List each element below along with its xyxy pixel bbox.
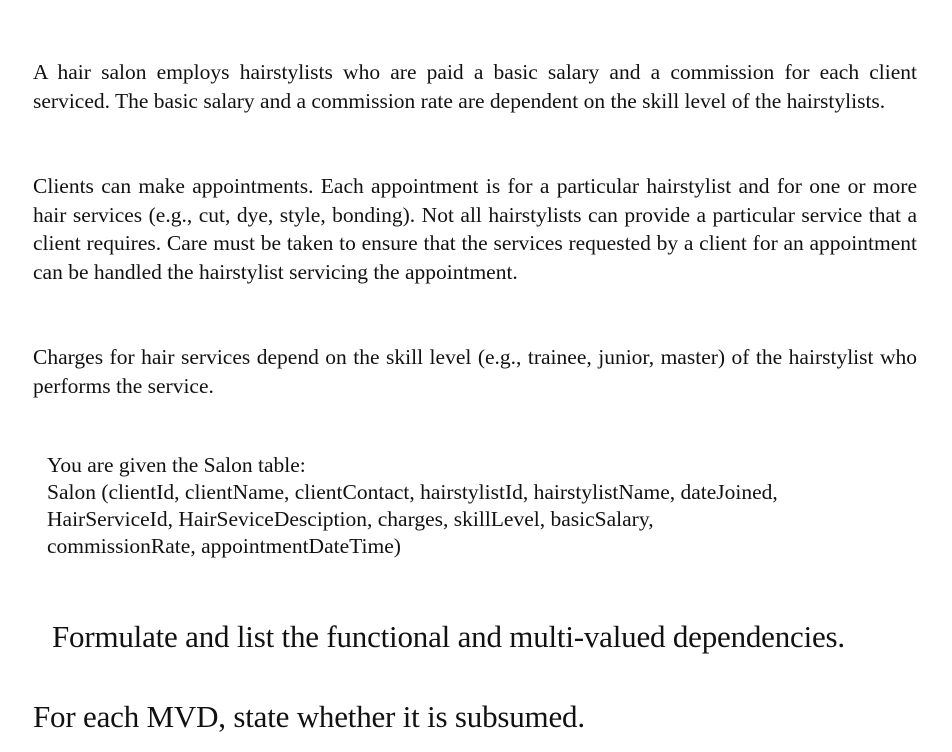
- paragraph-charges: Charges for hair services depend on the skill level (e.g., trainee, junior, master) of the hairstylist who performs the service.: [33, 345, 917, 398]
- salon-table-schema-line-2: HairServiceId, HairSeviceDesciption, charges, skillLevel, basicSalary,: [47, 507, 654, 531]
- salon-table-schema-line-1: Salon (clientId, clientName, clientContact, hairstylistId, hairstylistName, dateJoined,: [47, 480, 778, 504]
- salon-table-intro: You are given the Salon table:: [47, 453, 306, 477]
- question-mvd-subsumed: For each MVD, state whether it is subsumed.: [33, 699, 585, 734]
- question-dependencies: Formulate and list the functional and multi-valued dependencies.: [52, 619, 845, 654]
- salon-table-block: [47, 452, 917, 560]
- paragraph-appointments: Clients can make appointments. Each appointment is for a particular hairstylist and for one or more hair services (e.g., cut, dye, style, bonding). Not all hairstylists can provide a particular service that a client requires. Care must be taken to ensure that the services requested by a client for an appointment can be handled the hairstylist servicing the appointment.: [33, 174, 917, 284]
- paragraph-salon-description: A hair salon employs hairstylists who are paid a basic salary and a commission for each client serviced. The basic salary and a commission rate are dependent on the skill level of the hairstylists.: [33, 60, 917, 113]
- salon-table-schema-line-3: commissionRate, appointmentDateTime): [47, 534, 401, 558]
